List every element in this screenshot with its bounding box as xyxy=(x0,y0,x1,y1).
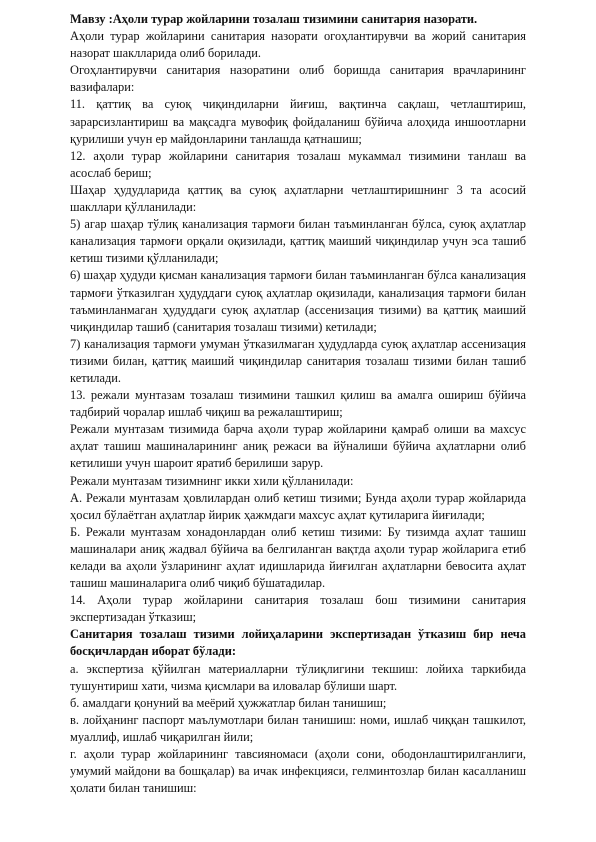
paragraph: А. Режали мунтазам ҳовлилардан олиб кетиш тизими; Бунда аҳоли турар жойларида ҳосил бўлаётган аҳлатлар йирик ҳажмдаги махсус аҳлат қутиларига йиғилади; xyxy=(70,490,526,522)
paragraph: 12. аҳоли турар жойларини санитария тозалаш мукаммал тизимини танлаш ва асослаб бериш; xyxy=(70,148,526,180)
list-item: в. лойҳанинг паспорт маълумотлари билан танишиш: номи, ишлаб чиққан ташкилот, муаллиф, ишлаб чиқарилган йили; xyxy=(70,712,526,744)
paragraph: 14. Аҳоли турар жойларини санитария тозалаш бош тизимини санитария экспертизадан ўтказиш; xyxy=(70,593,526,625)
list-item: г. аҳоли турар жойларининг тавсияномаси (аҳоли сони, ободонлаштирилганлиги, умумий майдони ва бошқалар) ва ичак инфекцияси, гелминтозлар билан касалланиш ҳолати билан танишиш: xyxy=(70,747,526,796)
paragraph: Аҳоли турар жойларини санитария назорати огоҳлантирувчи ва жорий санитария назорат шаклларида олиб борилади. xyxy=(70,29,526,61)
paragraph: 5) агар шаҳар тўлиқ канализация тармоғи билан таъминланган бўлса, суюқ аҳлатлар канализация тармоғи орқали оқизилади, қаттиқ маиший чиқиндилар учун эса ташиб кетиш тизими қўлланилади; xyxy=(70,217,526,266)
document-page xyxy=(70,11,526,797)
paragraph: 6) шаҳар ҳудуди қисман канализация тармоғи билан таъминланган бўлса канализация тармоғи ўтказилган ҳудуддаги суюқ аҳлатлар оқизилади, канализация тармоғи билан таъминланмаган ҳудуддаги суюқ аҳлатлар (ассенизация тизими) ва қаттиқ маиший чиқиндилар ташиб (санитария тозалаш тизими) кетилади; xyxy=(70,268,526,334)
paragraph: Режали мунтазам тизимнинг икки хили қўлланилади: xyxy=(70,473,354,488)
list-item: а. экспертиза қўйилган материалларни тўлиқлигини текшиш: лойиха таркибида тушунтириш хати, чизма қисмлари ва иловалар бўлиши шарт. xyxy=(70,661,526,693)
paragraph: Режали мунтазам тизимида барча аҳоли турар жойларини қамраб олиши ва махсус аҳлат ташиш машиналарининг аниқ режаси ва йўналиши бўйича аҳлатларни олиб кетилиши учун шароит яратиб берилиши зарур. xyxy=(70,422,526,471)
paragraph: Б. Режали мунтазам хонадонлардан олиб кетиш тизими: Бу тизимда аҳлат ташиш машиналари аниқ жадвал бўйича ва белгиланган вақтда аҳоли турар жойларига етиб келади ва аҳоли ўзларининг аҳлат идишларида йиғилган аҳлатларни бевосита аҳлат ташиш машиналарига олиб чиқиб бўшатадилар. xyxy=(70,524,526,591)
paragraph: Огоҳлантирувчи санитария назоратини олиб боришда санитария врачларининг вазифалари: xyxy=(70,63,526,95)
section-subheading: Санитария тозалаш тизими лойиҳаларини экспертизадан ўтказиш бир неча босқичлардан иборат бўлади: xyxy=(70,627,526,659)
paragraph: 11. қаттиқ ва суюқ чиқиндиларни йиғиш, вақтинча сақлаш, четлаштириш, зарарсизлантириш ва мақсадга мувофиқ фойдаланиш бўйича алоҳида иншоотларни қурилиши учун ер майдонларини танлашда қатнашиш; xyxy=(70,97,526,146)
paragraph: 7) канализация тармоғи умуман ўтказилмаган ҳудудларда суюқ аҳлатлар ассенизация тизими билан, қаттиқ маиший чиқиндилар санитария тозалаш тизими билан ташиб кетилади. xyxy=(70,336,526,385)
document-title: Мавзу :Аҳоли турар жойларини тозалаш тизимини санитария назорати. xyxy=(70,12,478,26)
paragraph: 13. режали мунтазам тозалаш тизимини ташкил қилиш ва амалга ошириш бўйича тадбирий чоралар ишлаб чиқиш ва режалаштириш; xyxy=(70,388,526,420)
list-item: б. амалдаги қонуний ва меёрий ҳужжатлар билан танишиш; xyxy=(70,695,387,710)
paragraph: Шаҳар ҳудудларида қаттиқ ва суюқ аҳлатларни четлаштиришнинг 3 та асосий шакллари қўлланилади: xyxy=(70,182,526,215)
